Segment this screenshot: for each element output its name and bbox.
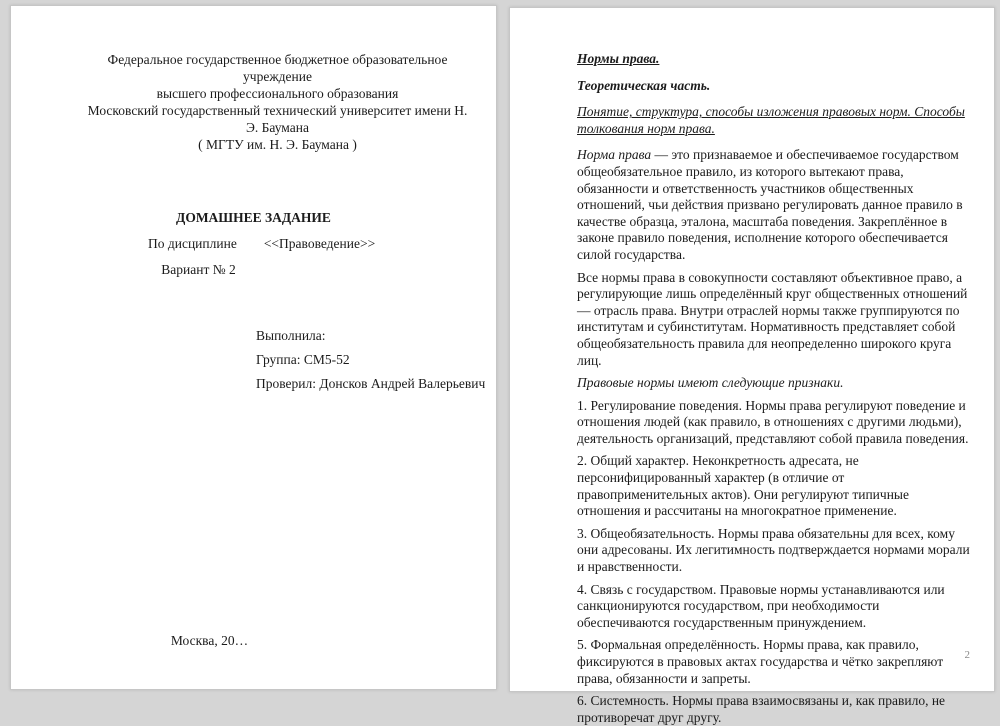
feature-item-2: 2. Общий характер. Неконкретность адресата, не персонифицированный характер (в отличие от правоприменительных актов). Они регулируют типичные отношения и рассчитаны на многократное применение. [577, 453, 909, 519]
university-header [83, 51, 472, 153]
discipline-line [148, 235, 375, 252]
topic-heading: Понятие, структура, способы изложения правовых норм. Способы толкования норм права. [577, 104, 965, 136]
definition-term: Норма права [577, 147, 652, 163]
credits-block [256, 327, 485, 399]
paragraph-overview: Все нормы права в совокупности составляют объективное право, а регулирующие лишь определённый круг общественных отношений — отрасль права. Внутри отраслей нормы также группируются по институтам и субинститутам. Нормативность представляет собой общеобязательность правила для неопределенно широкого круга лиц. [577, 269, 968, 368]
feature-item-5: 5. Формальная определённость. Нормы права, как правило, фиксируются в правовых актах государства и чётко закрепляют права, обязанности и запреты. [577, 637, 944, 686]
subsection-heading: Теоретическая часть. [577, 77, 711, 93]
discipline-value: <<Правоведение>> [263, 236, 376, 251]
variant-line: Вариант № 2 [161, 262, 236, 277]
page-2[interactable] [509, 7, 995, 725]
discipline-label: По дисциплине [148, 236, 237, 251]
feature-item-6: 6. Системность. Нормы права взаимосвязаны и, как правило, не противоречат друг другу. [577, 693, 946, 725]
performed-by-line: Выполнила: [256, 328, 326, 343]
header-line-3: Московский государственный технический университет имени Н. Э. Баумана [87, 103, 468, 135]
checked-by-line: Проверил: Донсков Андрей Валерьевич [256, 376, 486, 391]
group-line: Группа: СМ5-52 [256, 352, 350, 367]
document-title: ДОМАШНЕЕ ЗАДАНИЕ [176, 210, 331, 225]
feature-item-3: 3. Общеобязательность. Нормы права обязательны для всех, кому они адресованы. Их легитимность подтверждается нормами морали и нравственности. [577, 525, 970, 575]
header-line-1: Федеральное государственное бюджетное образовательное учреждение [107, 52, 448, 84]
page-2-content [510, 8, 994, 725]
features-intro: Правовые нормы имеют следующие признаки. [577, 375, 844, 391]
section-heading: Нормы права. [577, 51, 660, 66]
header-line-2: высшего профессионального образования [156, 86, 399, 101]
feature-item-4: 4. Связь с государством. Правовые нормы устанавливаются или санкционируются государством, при необходимости обеспечиваются государственным принуждением. [577, 581, 945, 630]
feature-item-1: 1. Регулирование поведения. Нормы права регулируют поведение и отношения людей (как правило, в отношениях с другими людьми), деятельность организаций, представляют собой правила поведения. [577, 397, 969, 446]
paragraph-definition [577, 147, 973, 263]
page-number: 2 [964, 649, 970, 661]
page-1[interactable] [10, 5, 497, 690]
city-year-line: Москва, 20… [170, 633, 249, 648]
definition-body: — это признаваемое и обеспечиваемое государством общеобязательное правило, из которого вытекают права, обязанности и ответственность участников общественных отношений, чьи действия призвано регулировать данное правило в качестве образца, эталона, масштаба поведения. Закреплённое в законе правило поведения, исполнение которого обеспечивается силой государства. [577, 147, 963, 262]
header-line-4: ( МГТУ им. Н. Э. Баумана ) [198, 137, 357, 152]
